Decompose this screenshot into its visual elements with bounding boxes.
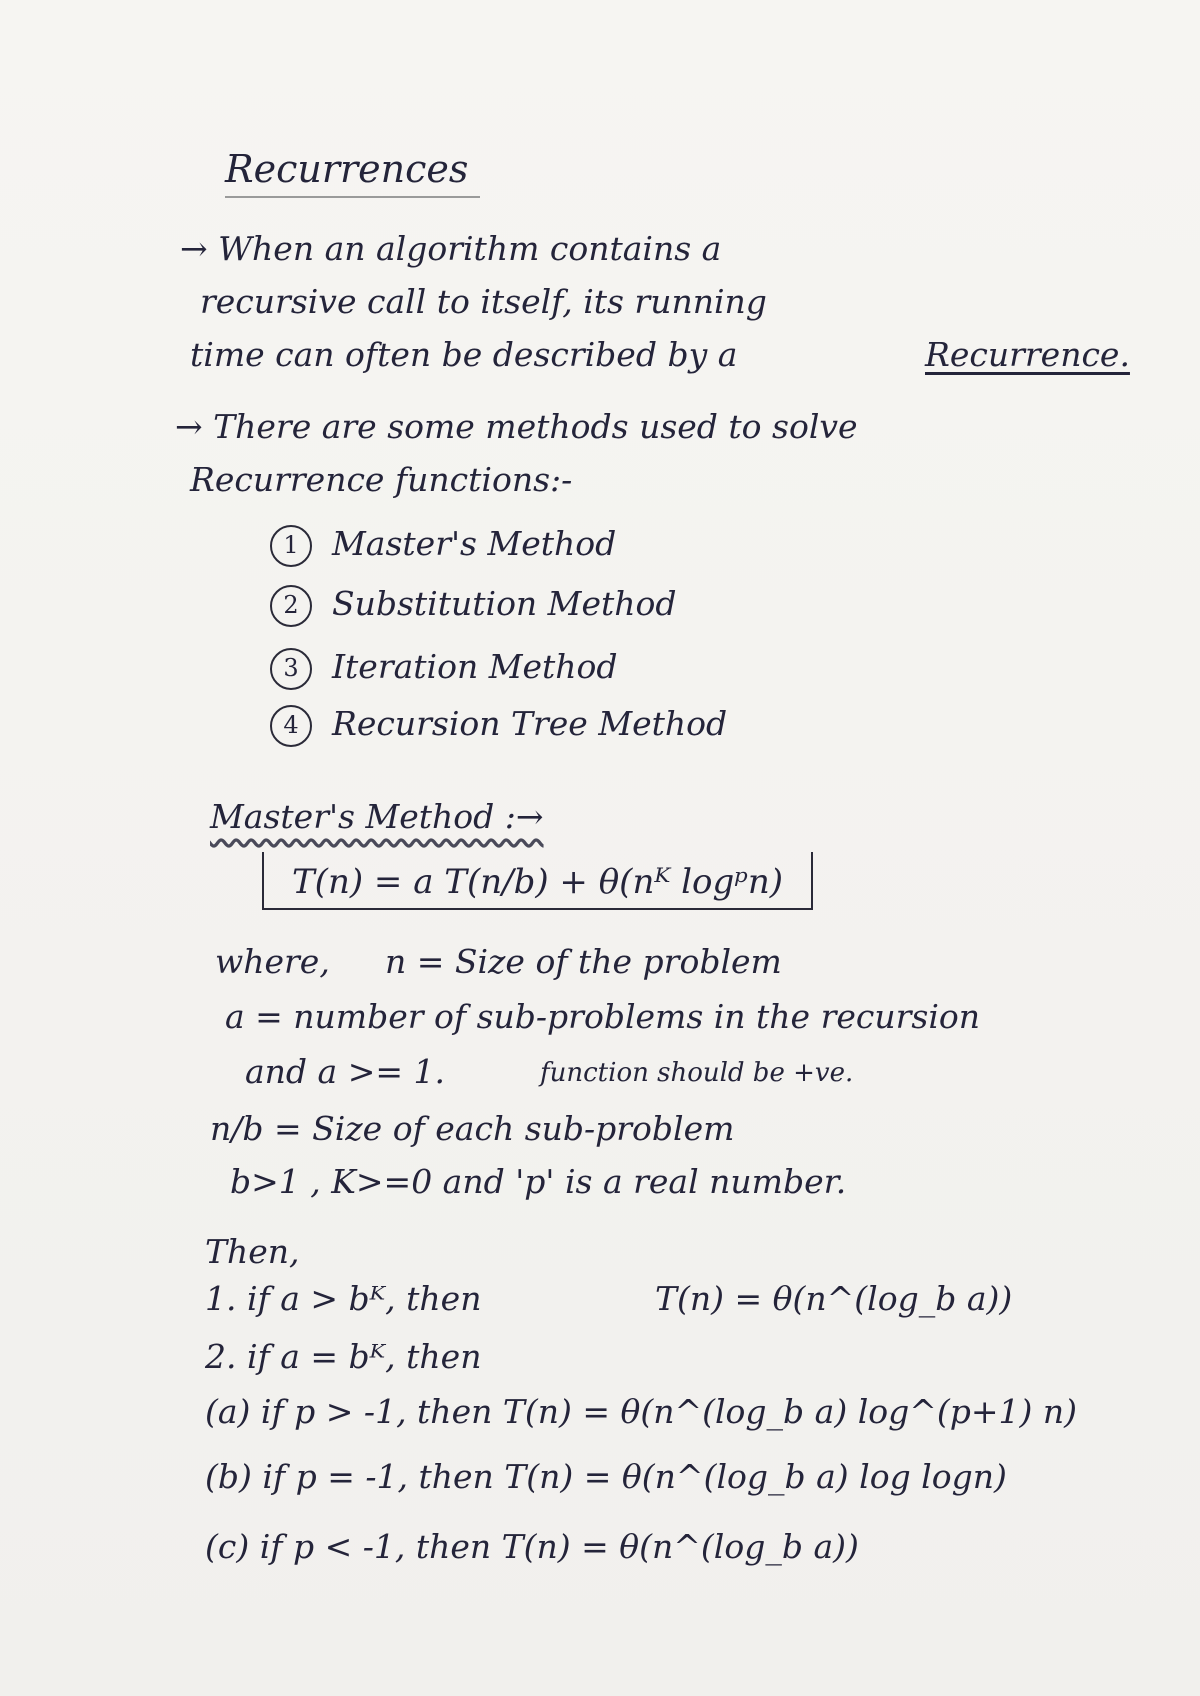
- methods-intro-line-1: → There are some methods used to solve: [175, 407, 858, 446]
- case-2a: (a) if p > -1, then T(n) = θ(n^(log_b a) log^(p+1) n): [205, 1392, 1078, 1431]
- master-method-heading: Master's Method :→: [210, 797, 544, 836]
- where-line-3: and a >= 1.: [245, 1052, 445, 1091]
- case-2-condition: 2. if a = bᴷ, then: [205, 1337, 482, 1376]
- method-item-4: [270, 705, 727, 747]
- method-label: Recursion Tree Method: [332, 704, 728, 743]
- intro-line-3: time can often be described by a: [190, 335, 738, 374]
- method-label: Iteration Method: [332, 647, 618, 686]
- where-line-3-note: function should be +ve.: [540, 1058, 854, 1088]
- number-circle: 4: [270, 705, 312, 747]
- case-2b: (b) if p = -1, then T(n) = θ(n^(log_b a) log logn): [205, 1457, 1007, 1496]
- number-circle: 3: [270, 648, 312, 690]
- method-label: Master's Method: [332, 524, 617, 563]
- recurrence-term: Recurrence.: [925, 335, 1130, 374]
- case-1-condition: 1. if a > bᴷ, then: [205, 1279, 482, 1318]
- where-line-5: b>1 , K>=0 and 'p' is a real number.: [230, 1162, 847, 1201]
- methods-intro-line-2: Recurrence functions:-: [190, 460, 573, 499]
- number-circle: 1: [270, 525, 312, 567]
- where-line-4: n/b = Size of each sub-problem: [210, 1109, 735, 1148]
- where-line-1: n = Size of the problem: [385, 942, 782, 981]
- case-2c: (c) if p < -1, then T(n) = θ(n^(log_b a)): [205, 1527, 859, 1566]
- intro-line-2: recursive call to itself, its running: [200, 282, 767, 321]
- method-label: Substitution Method: [332, 584, 677, 623]
- intro-line-1: → When an algorithm contains a: [180, 229, 722, 268]
- master-formula-box: T(n) = a T(n/b) + θ(nᴷ logᵖn): [262, 852, 813, 910]
- method-item-2: [270, 585, 677, 627]
- case-1-result: T(n) = θ(n^(log_b a)): [655, 1279, 1013, 1318]
- method-item-3: [270, 648, 618, 690]
- page-title: Recurrences: [225, 150, 480, 198]
- number-circle: 2: [270, 585, 312, 627]
- method-item-1: [270, 525, 616, 567]
- where-line-2: a = number of sub-problems in the recursion: [225, 997, 981, 1036]
- cases-then: Then,: [205, 1232, 300, 1271]
- where-label: where,: [215, 942, 330, 981]
